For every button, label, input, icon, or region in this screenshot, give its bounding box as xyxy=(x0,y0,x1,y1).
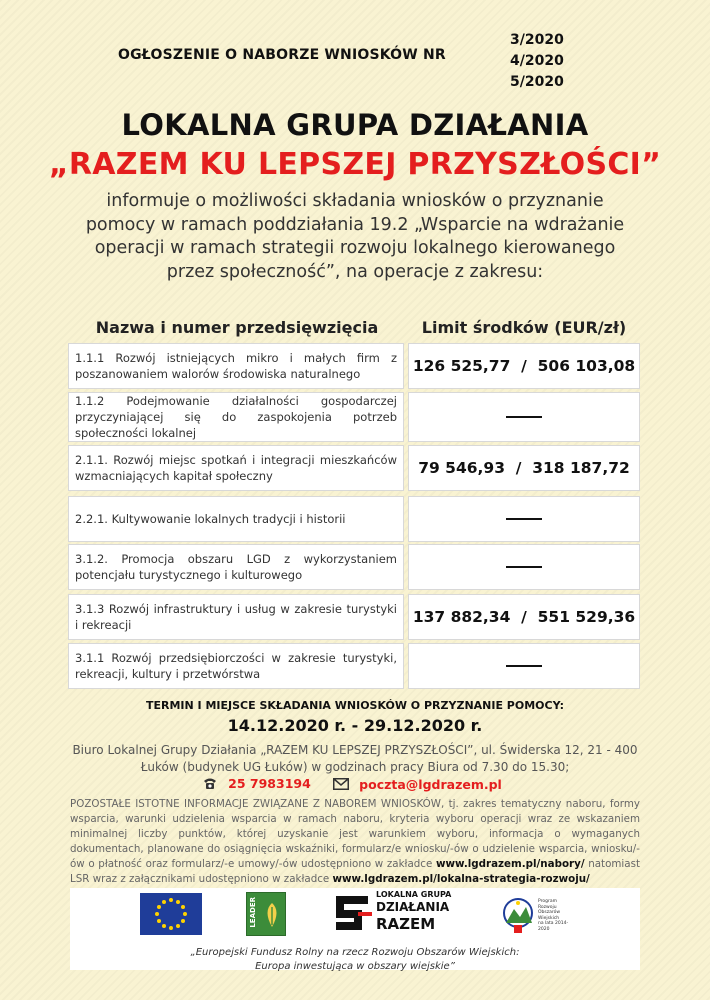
office-address xyxy=(60,742,650,776)
column-header-limit: Limit środków (EUR/zł) xyxy=(421,318,627,337)
tagline-line: „Europejski Fundusz Rolny na rzecz Rozwoju Obszarów Wiejskich: xyxy=(190,947,520,958)
email-contact[interactable] xyxy=(333,777,508,792)
table-row-limit xyxy=(408,445,640,491)
table-row-limit xyxy=(408,496,640,542)
phone-number: 25 7983194 xyxy=(228,776,311,791)
prow-text-line: Wiejskich xyxy=(538,915,560,921)
table-row-name xyxy=(68,343,404,389)
other-info-text: natomiast LSR wraz z załącznikami udostępniono w zakładce xyxy=(70,858,640,885)
prow-text-line: Rozwoju xyxy=(538,904,557,910)
table-row-name xyxy=(68,544,404,590)
lgd-logo-line3: RAZEM xyxy=(376,915,436,933)
no-limit-dash xyxy=(506,665,542,667)
no-limit-dash xyxy=(506,416,542,418)
lgd-logo-line2: DZIAŁANIA xyxy=(376,900,450,914)
office-line: Łuków (budynek UG Łuków) w godzinach pracy Biura od 7.30 do 15.30; xyxy=(140,760,570,774)
intro-line: operacji w ramach strategii rozwoju lokalnego kierowanego xyxy=(94,238,616,258)
table-row-limit xyxy=(408,544,640,590)
lsr-link[interactable]: www.lgdrazem.pl/lokalna-strategia-rozwoju/ xyxy=(332,873,590,885)
eu-flag-logo xyxy=(140,893,202,935)
prow-emblem-icon xyxy=(500,895,536,935)
measure-name: 3.1.3 Rozwój infrastruktury i usług w zakresie turystyki i rekreacji xyxy=(75,602,397,632)
intro-paragraph xyxy=(70,190,640,284)
phone-icon xyxy=(202,777,218,790)
leader-logo-text: LEADER xyxy=(249,897,257,928)
measure-name: 2.1.1. Rozwój miejsc spotkań i integracji mieszkańców wzmacniających kapitał społeczny xyxy=(75,453,397,483)
measure-name: 1.1.1 Rozwój istniejących mikro i małych firm z poszanowaniem walorów środowiska naturalnego xyxy=(75,351,397,381)
envelope-icon xyxy=(333,778,349,790)
limit-value: 126 525,77 / 506 103,08 xyxy=(412,357,636,375)
lgd-logo-line1: LOKALNA GRUPA xyxy=(376,890,452,899)
measure-name: 1.1.2 Podejmowanie działalności gospodarczej przyczyniającej się do zaspokojenia potrzeb społeczności lokalnej xyxy=(75,394,397,440)
phone-contact[interactable] xyxy=(202,776,317,791)
prow-text-line: Program xyxy=(538,899,557,904)
limit-value: 137 882,34 / 551 529,36 xyxy=(412,608,636,626)
announcement-number: 3/2020 xyxy=(510,32,564,48)
no-limit-dash xyxy=(506,566,542,568)
email-address: poczta@lgdrazem.pl xyxy=(359,776,502,792)
prow-logo-text xyxy=(538,899,574,932)
table-row-name xyxy=(68,496,404,542)
table-row-name xyxy=(68,594,404,640)
measure-name: 3.1.2. Promocja obszaru LGD z wykorzystaniem potencjału turystycznego i kulturowego xyxy=(75,552,397,582)
intro-line: pomocy w ramach poddziałania 19.2 „Wsparcie na wdrażanie xyxy=(85,214,625,235)
nabory-link[interactable]: www.lgdrazem.pl/nabory/ xyxy=(435,858,585,870)
intro-line: przez społeczność”, na operacje z zakresu: xyxy=(166,261,544,282)
table-row-name xyxy=(68,392,404,442)
prow-text-line: na lata 2014-2020 xyxy=(538,921,569,932)
announcement-number: 4/2020 xyxy=(510,53,564,69)
announcement-label: OGŁOSZENIE O NABORZE WNIOSKÓW NR xyxy=(118,47,446,63)
tagline-line: Europa inwestująca w obszary wiejskie” xyxy=(255,961,455,972)
prow-logo xyxy=(500,893,574,937)
other-information xyxy=(70,797,640,887)
limit-value: 79 546,93 / 318 187,72 xyxy=(418,459,630,477)
table-row-limit xyxy=(408,643,640,689)
table-row-name xyxy=(68,445,404,491)
lgd-razem-emblem-icon xyxy=(332,892,372,934)
prow-text-line: Obszarów xyxy=(538,910,561,915)
office-line: Biuro Lokalnej Grupy Działania „RAZEM KU LEPSZEJ PRZYSZŁOŚCI”, ul. Świderska 12, 21 - 400 xyxy=(72,743,638,757)
announcement-numbers xyxy=(510,30,564,93)
footer-tagline xyxy=(0,946,710,974)
table-row-limit xyxy=(408,392,640,442)
submission-dates: 14.12.2020 r. - 29.12.2020 r. xyxy=(227,716,483,735)
organization-name: „RAZEM KU LEPSZEJ PRZYSZŁOŚCI” xyxy=(48,147,662,182)
contact-info xyxy=(0,776,710,793)
other-info-text: POZOSTAŁE ISTOTNE INFORMACJE ZWIĄZANE Z NABOREM WNIOSKÓW, tj. zakres tematyczny naboru, formy wsparcia, warunki udzielenia wsparcia w ramach naboru, kryteria wyboru operacji wraz ze wskazaniem minimalnej liczby punktów, której uzyskanie jest warunkiem wyboru, informacja o wymaganych dokumentach, planowane do osiągnięcia wskaźniki, formularz/e wniosku/-ów o udzielenie wsparcia, wniosku/-ów o płatność oraz formularz/-e umowy/-ów udostępniono w zakładce xyxy=(70,798,640,870)
page-title: LOKALNA GRUPA DZIAŁANIA xyxy=(121,108,589,142)
no-limit-dash xyxy=(506,518,542,520)
measure-name: 3.1.1 Rozwój przedsiębiorczości w zakresie turystyki, rekreacji, kultury i przetwórstwa xyxy=(75,651,397,681)
measure-name: 2.2.1. Kultywowanie lokalnych tradycji i historii xyxy=(75,512,346,526)
intro-line: informuje o możliwości składania wniosków o przyznanie xyxy=(106,191,604,211)
table-row-name xyxy=(68,643,404,689)
leaf-icon xyxy=(261,901,283,929)
table-row-limit xyxy=(408,594,640,640)
table-row-limit xyxy=(408,343,640,389)
lgd-razem-logo xyxy=(332,890,462,936)
column-header-name: Nazwa i numer przedsięwzięcia xyxy=(95,318,379,337)
term-heading: TERMIN I MIEJSCE SKŁADANIA WNIOSKÓW O PRZYZNANIE POMOCY: xyxy=(145,699,564,712)
leader-logo xyxy=(246,892,286,936)
announcement-number: 5/2020 xyxy=(510,74,564,90)
